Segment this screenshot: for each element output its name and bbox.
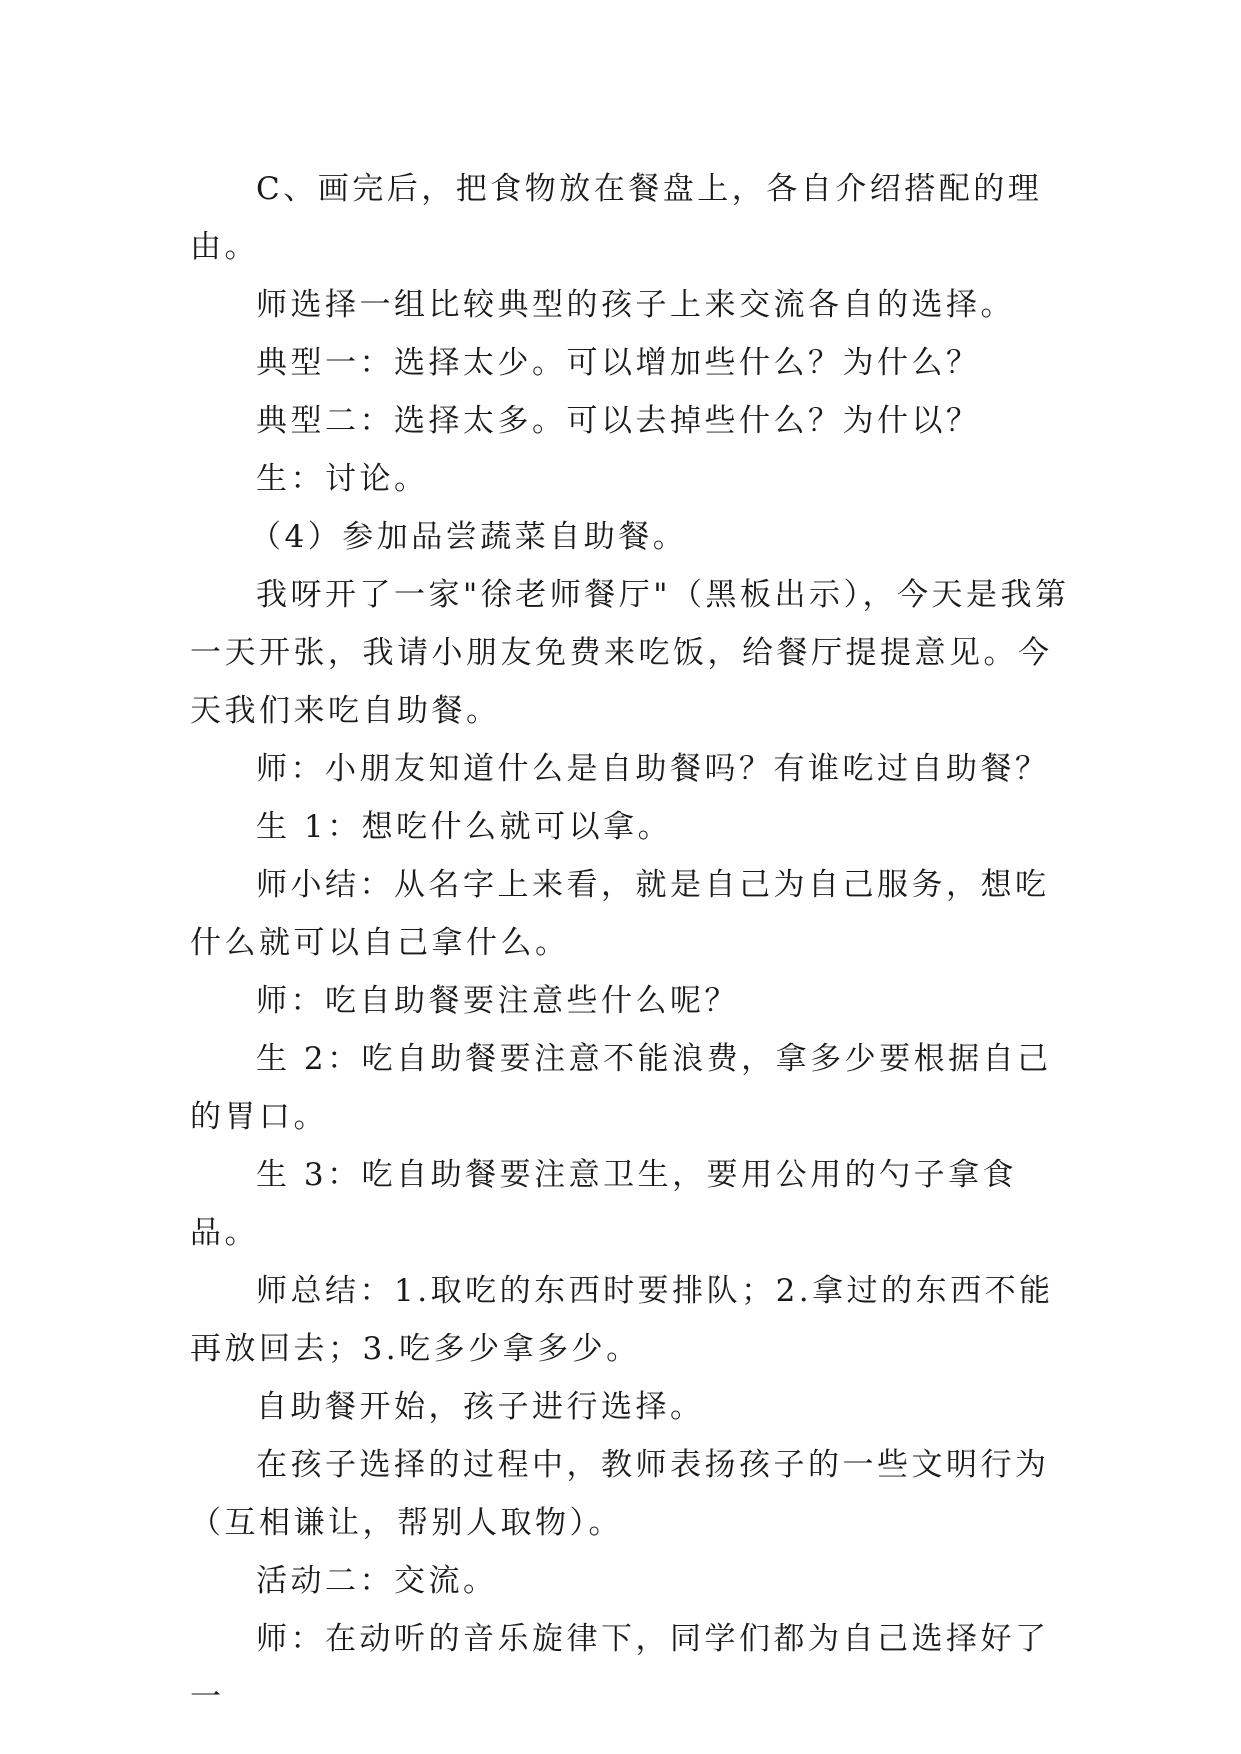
document-body xyxy=(190,160,1070,1726)
paragraph-teacher-praise: 在孩子选择的过程中，教师表扬孩子的一些文明行为（互相谦让，帮别人取物）。 xyxy=(190,1447,1050,1541)
paragraph-teacher-summary: 师小结：从名字上来看，就是自己为自己服务，想吃什么就可以自己拿什么。 xyxy=(190,867,1050,961)
paragraph-student-discuss: 生：讨论。 xyxy=(256,461,429,497)
paragraph-typical-one: 典型一：选择太少。可以增加些什么？为什么？ xyxy=(256,345,981,381)
paragraph-teacher-conclusion: 师总结：1.取吃的东西时要排队；2.拿过的东西不能再放回去；3.吃多少拿多少。 xyxy=(190,1273,1054,1367)
paragraph-student-2: 生 2：吃自助餐要注意不能浪费，拿多少要根据自己的胃口。 xyxy=(190,1041,1052,1135)
paragraph-drawing-done: C、画完后，把食物放在餐盘上，各自介绍搭配的理由。 xyxy=(190,171,1043,265)
paragraph-teacher-question-buffet: 师：小朋友知道什么是自助餐吗？有谁吃过自助餐？ xyxy=(256,751,1050,787)
paragraph-buffet-start: 自助餐开始，孩子进行选择。 xyxy=(256,1389,705,1425)
paragraph-restaurant-intro: 我呀开了一家"徐老师餐厅"（黑板出示），今天是我第一天开张，我请小朋友免费来吃饭，给餐厅提提意见。今天我们来吃自助餐。 xyxy=(190,577,1070,729)
paragraph-section-4-heading: （4）参加品尝蔬菜自助餐。 xyxy=(250,519,688,555)
paragraph-teacher-attention: 师：吃自助餐要注意些什么呢？ xyxy=(256,983,739,1019)
paragraph-typical-two: 典型二：选择太多。可以去掉些什么？为什以？ xyxy=(256,403,981,439)
paragraph-teacher-select-group: 师选择一组比较典型的孩子上来交流各自的选择。 xyxy=(256,287,1015,323)
paragraph-student-3: 生 3：吃自助餐要注意卫生，要用公用的勺子拿食品。 xyxy=(190,1157,1018,1251)
paragraph-teacher-music: 师：在动听的音乐旋律下，同学们都为自己选择好了一 xyxy=(190,1621,1050,1715)
paragraph-student-1: 生 1：想吃什么就可以拿。 xyxy=(256,809,673,845)
paragraph-activity-two: 活动二：交流。 xyxy=(256,1563,498,1599)
